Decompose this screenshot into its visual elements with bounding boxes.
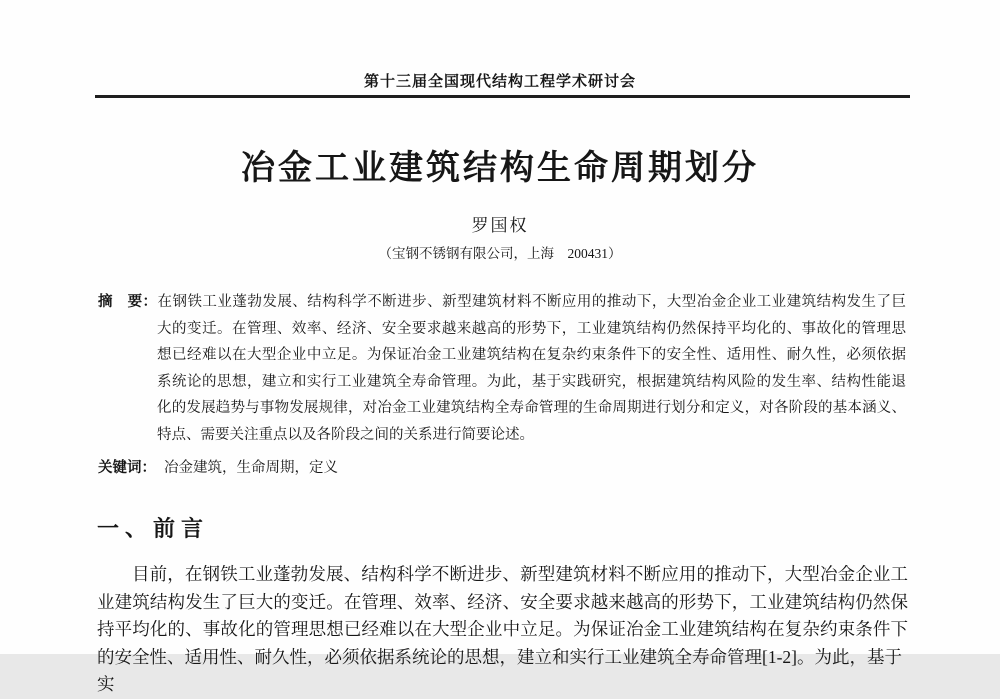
abstract-line: 化的发展趋势与事物发展规律，对冶金工业建筑结构全寿命管理的生命周期进行划分和定义，对各阶段的基本涵义、 [157,400,906,417]
paper-title: 冶金工业建筑结构生命周期划分 [241,149,759,187]
keywords-block [98,455,906,482]
abstract-line [98,289,906,316]
author-name: 罗国权 [471,216,529,235]
abstract-text: 在钢铁工业蓬勃发展、结构科学不断进步、新型建筑材料不断应用的推动下，大型冶金企业工业建筑结构发生了巨 [157,294,906,310]
conference-header: 第十三届全国现代结构工程学术研讨会 [363,74,636,90]
body-line: 业建筑结构发生了巨大的变迁。在管理、效率、经济、安全要求越来越高的形势下，工业建筑结构仍然保 [97,591,908,612]
header-rule-divider [95,95,910,98]
abstract-line: 想已经难以在大型企业中立足。为保证冶金工业建筑结构在复杂约束条件下的安全性、适用性、耐久性，必须依据 [157,347,906,364]
abstract-block [98,289,906,449]
abstract-label: 摘 要： [98,294,157,310]
author-affiliation: （宝钢不锈钢有限公司，上海 200431） [378,246,622,261]
abstract-line: 特点、需要关注重点以及各阶段之间的关系进行简要论述。 [157,426,534,443]
body-paragraph [97,561,908,699]
abstract-line: 系统论的思想，建立和实行工业建筑全寿命管理。为此，基于实践研究，根据建筑结构风险的发生率、结构性能退 [157,373,906,390]
section-heading-foreword: 一、前言 [97,516,210,541]
body-line: 持平均化的、事故化的管理思想已经难以在大型企业中立足。为保证冶金工业建筑结构在复杂约束条件下 [97,619,908,639]
body-line-clipped: 的安全性、适用性、耐久性，必须依据系统论的思想，建立和实行工业建筑全寿命管理[1-2]。为此，基于实 [97,646,902,694]
keywords-label: 关键词： [98,460,156,476]
body-line: 目前，在钢铁工业蓬勃发展、结构科学不断进步、新型建筑材料不断应用的推动下，大型冶金企业工 [132,564,908,584]
keywords-text: 冶金建筑，生命周期，定义 [164,460,338,476]
abstract-line: 大的变迁。在管理、效率、经济、安全要求越来越高的形势下，工业建筑结构仍然保持平均化的、事故化的管理思 [157,320,906,337]
